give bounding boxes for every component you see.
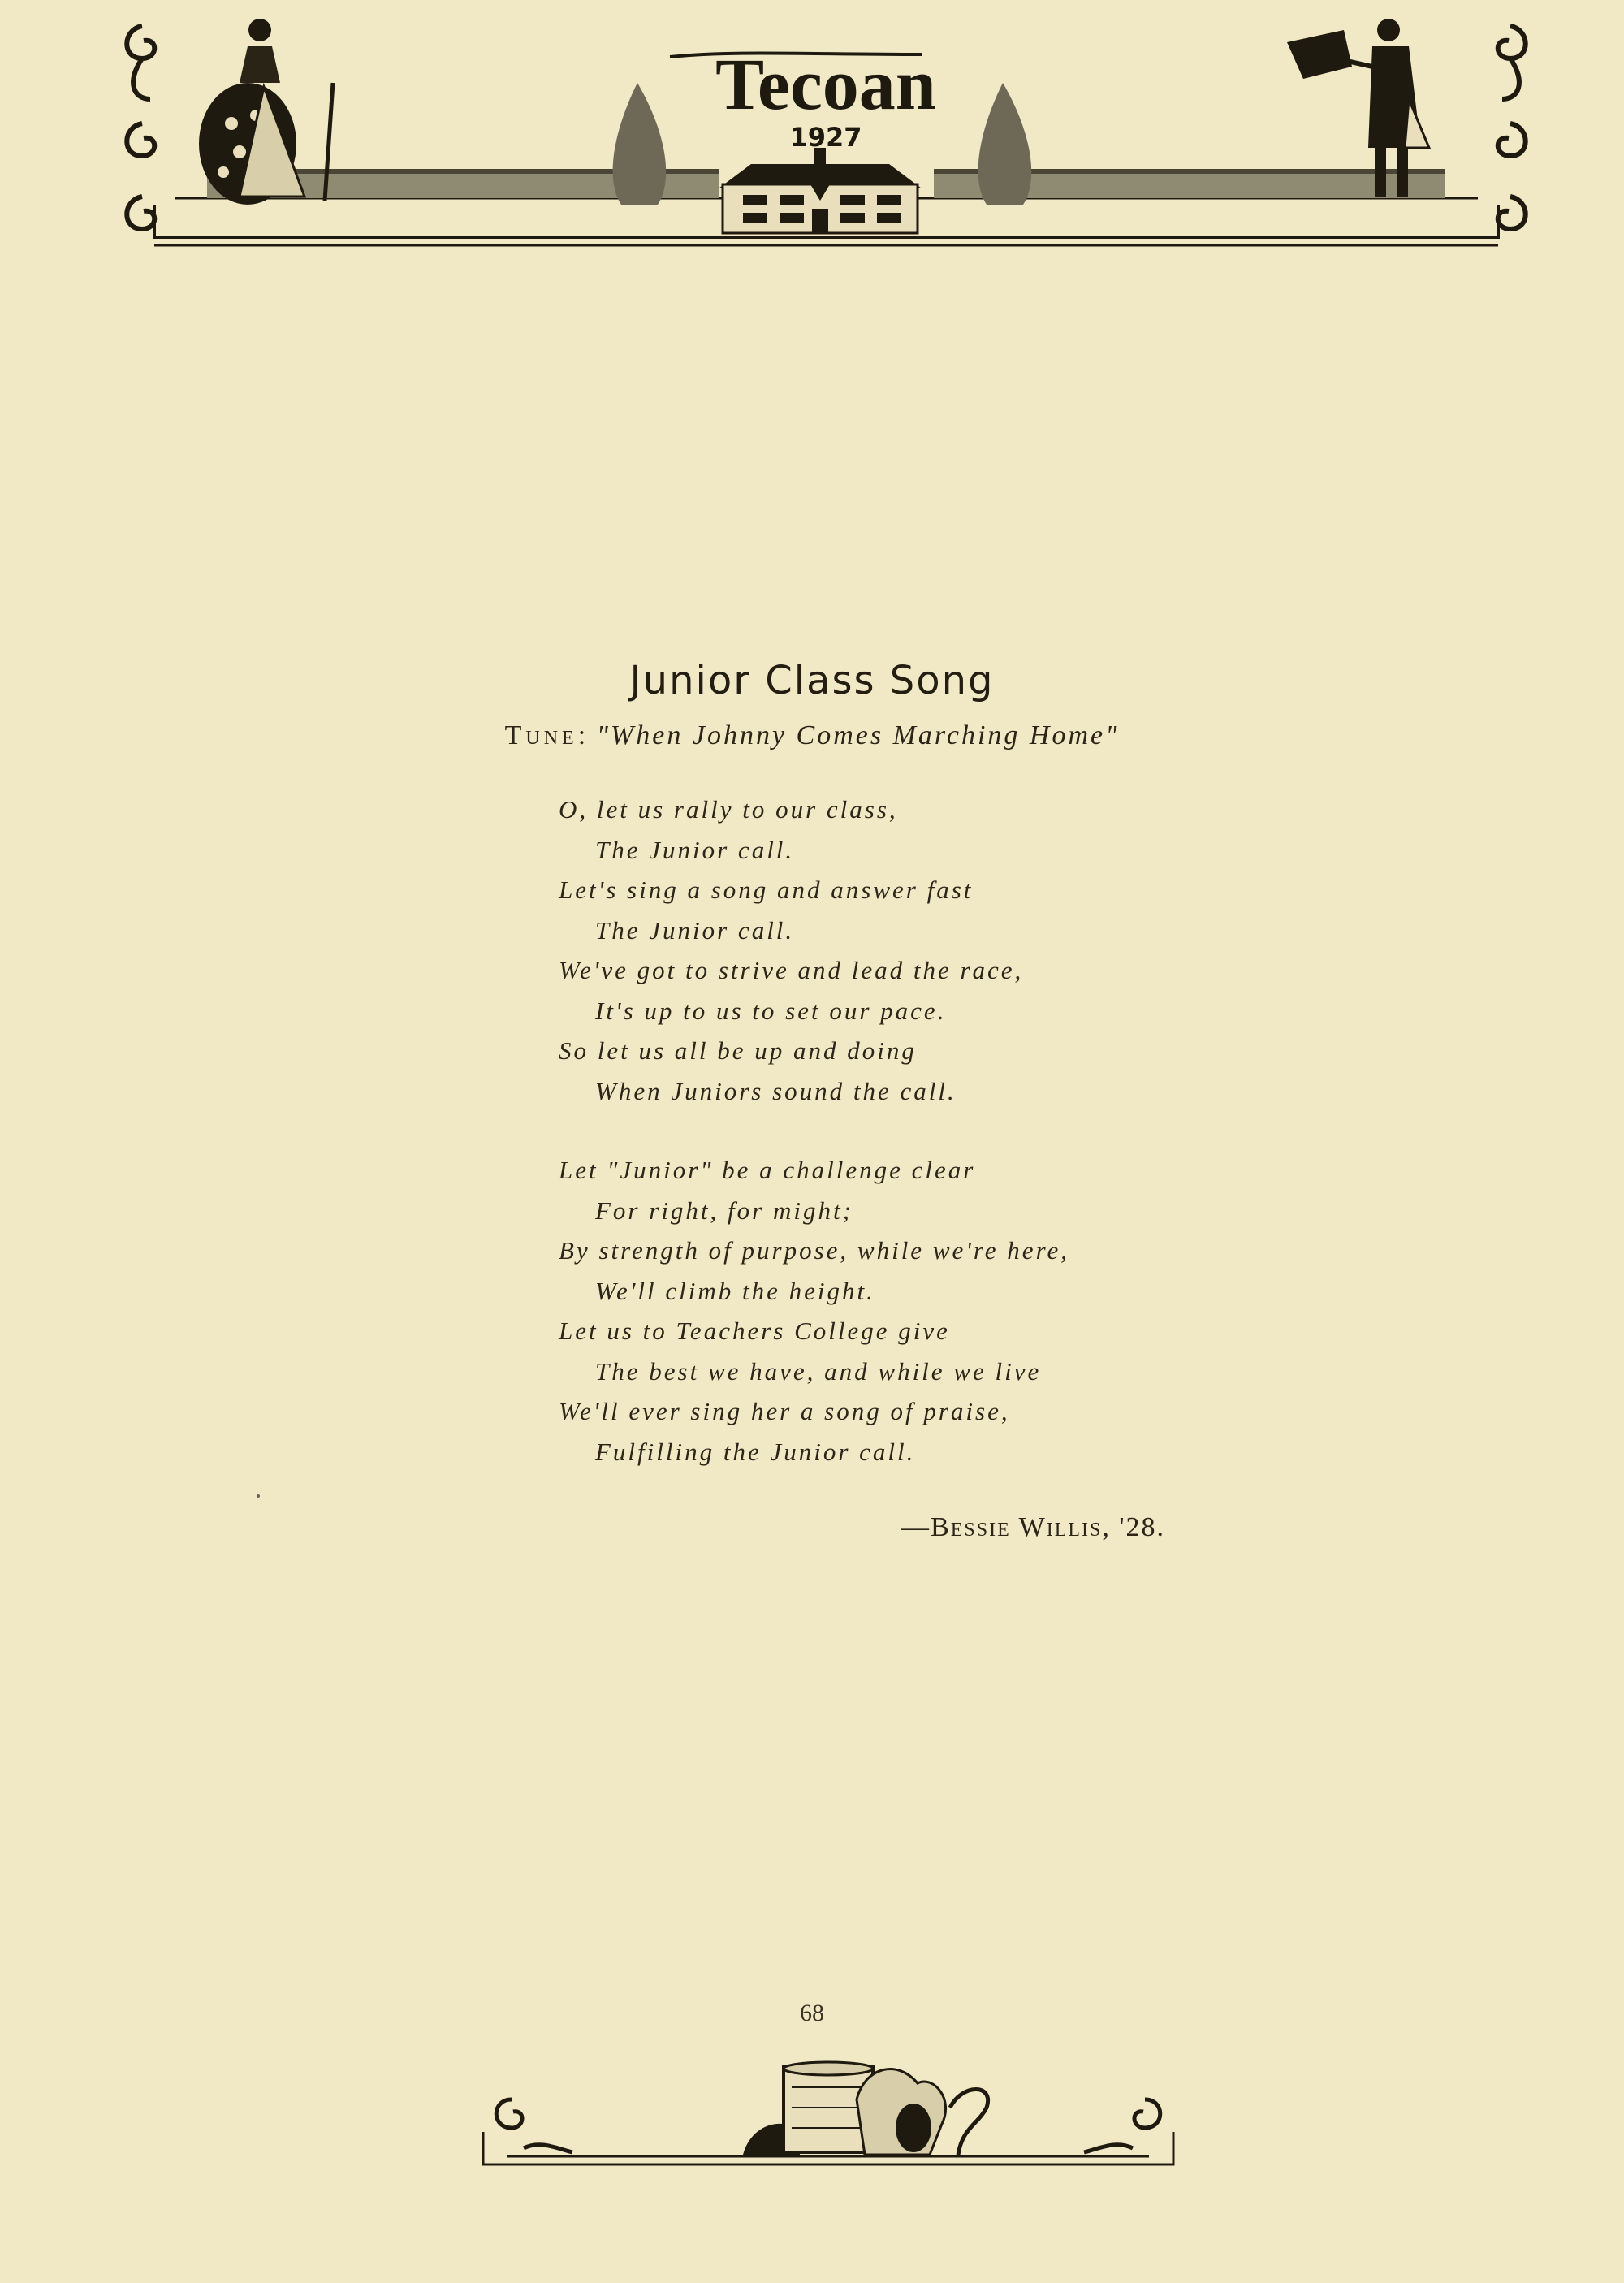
tune-name: "When Johnny Comes Marching Home" (596, 720, 1120, 750)
tree-left-icon (613, 83, 667, 205)
stanza-line: We'll climb the height. (595, 1276, 875, 1305)
right-scroll-ornament-icon (1498, 26, 1526, 229)
song-author: —Bessie Willis, '28. (901, 1512, 1165, 1542)
stanza-1 (559, 789, 1371, 1111)
drum-and-hats-icon (743, 2062, 988, 2155)
song-title: Junior Class Song (629, 658, 995, 703)
stanza-line: By strength of purpose, while we're here, (559, 1236, 1069, 1265)
footer-left-scroll-icon (496, 2099, 572, 2152)
stanza-line: When Juniors sound the call. (595, 1076, 957, 1105)
masthead: Tecoan (715, 45, 936, 125)
college-building-icon (719, 148, 922, 233)
stanza-line: So let us all be up and doing (559, 1036, 917, 1065)
stanza-line: The Junior call. (595, 835, 795, 864)
footer-banner (475, 2051, 1181, 2168)
footer-right-scroll-icon (1084, 2099, 1160, 2152)
stanza-line: For right, for might; (595, 1196, 853, 1225)
stanza-line: Let "Junior" be a challenge clear (559, 1156, 976, 1184)
page-number: 68 (800, 2000, 824, 2026)
stanza-line: We'll ever sing her a song of praise, (559, 1397, 1010, 1425)
stanza-line: The best we have, and while we live (595, 1356, 1042, 1386)
stanza-line: O, let us rally to our class, (559, 795, 898, 824)
tune-label: Tune: (504, 720, 590, 750)
header-banner (118, 10, 1535, 249)
stanza-line: The Junior call. (595, 915, 795, 945)
stanza-line: It's up to us to set our pace. (595, 996, 947, 1025)
song-tune (0, 720, 1624, 751)
stanza-line: We've got to strive and lead the race, (559, 956, 1024, 984)
stanza-line: Let us to Teachers College give (559, 1317, 950, 1345)
header-year: 1927 (789, 122, 862, 153)
paper-speck (257, 1494, 260, 1498)
stanza-line: Let's sing a song and answer fast (559, 876, 974, 904)
tree-right-icon (978, 83, 1032, 205)
stanza-2 (559, 1150, 1371, 1472)
left-scroll-ornament-icon (127, 26, 154, 229)
stanza-line: Fulfilling the Junior call. (595, 1437, 916, 1466)
